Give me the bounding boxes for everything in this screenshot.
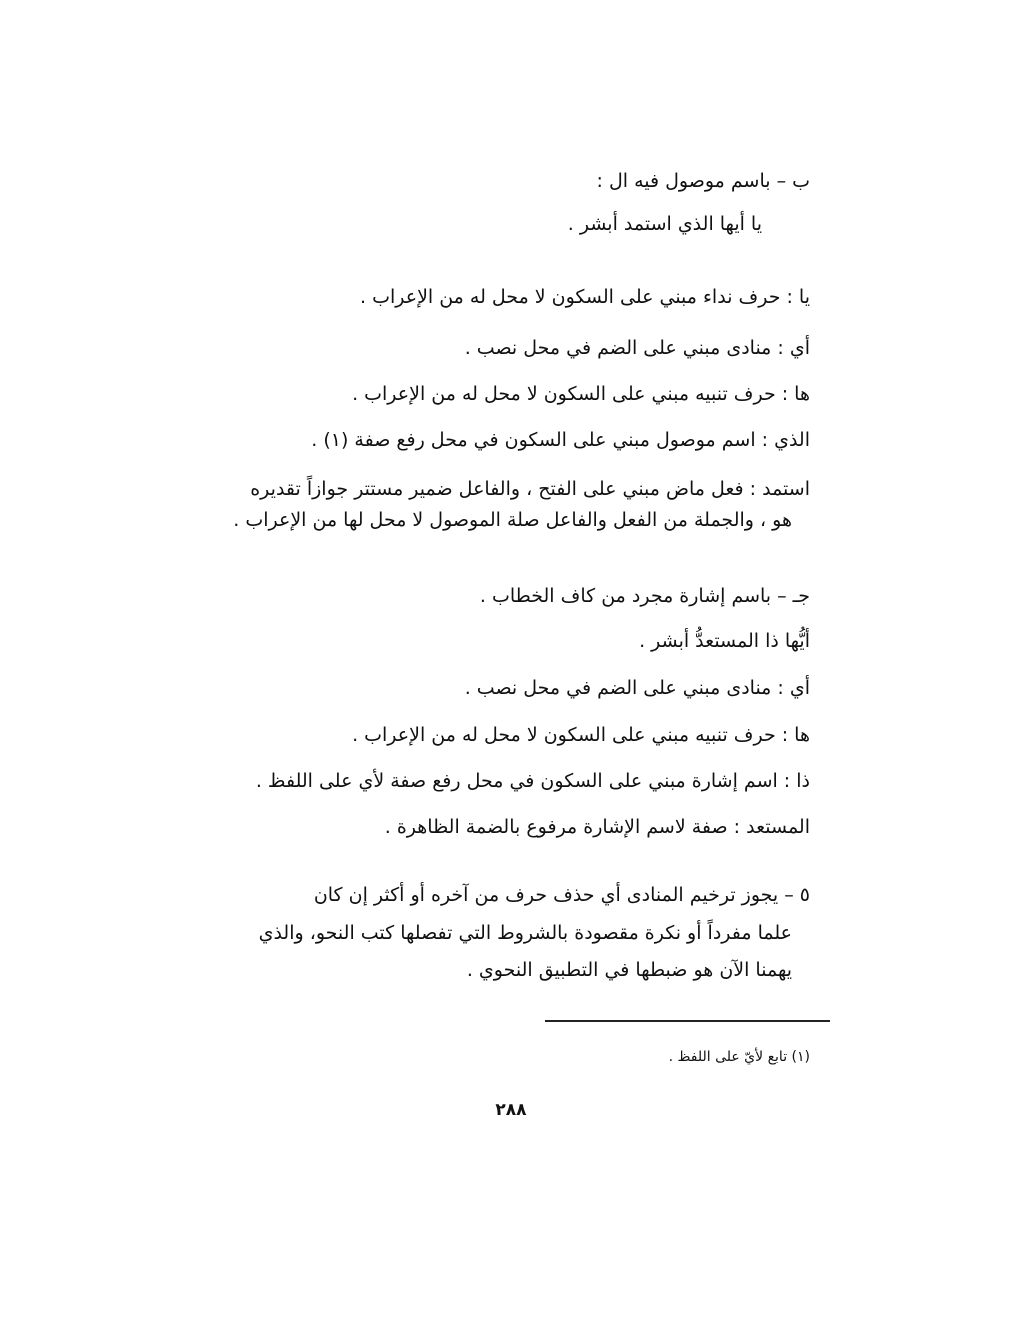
- analysis-line: ها : حرف تنبيه مبني على السكون لا محل له من الإعراب .: [352, 383, 810, 405]
- analysis-line: المستعد : صفة لاسم الإشارة مرفوع بالضمة الظاهرة .: [384, 816, 810, 838]
- analysis-line: يا : حرف نداء مبني على السكون لا محل له من الإعراب .: [360, 286, 810, 308]
- analysis-line: أي : منادى مبني على الضم في محل نصب .: [464, 677, 810, 699]
- section-c-heading: جـ – باسم إشارة مجرد من كاف الخطاب .: [479, 585, 810, 607]
- analysis-line: ذا : اسم إشارة مبني على السكون في محل رفع صفة لأي على اللفظ .: [255, 770, 810, 792]
- analysis-line: أي : منادى مبني على الضم في محل نصب .: [464, 337, 810, 359]
- analysis-line: ها : حرف تنبيه مبني على السكون لا محل له من الإعراب .: [352, 724, 810, 746]
- footnote-divider: [545, 1020, 830, 1022]
- section-b-heading: ب – باسم موصول فيه ال :: [596, 170, 810, 192]
- footnote: (١) تابع لأيّ على اللفظ .: [668, 1049, 810, 1065]
- section-c-example: أيُّها ذا المستعدُّ أبشر .: [639, 630, 810, 652]
- analysis-line: استمد : فعل ماض مبني على الفتح ، والفاعل ضمير مستتر جوازاً تقديره: [250, 478, 810, 500]
- paragraph-line: ٥ – يجوز ترخيم المنادى أي حذف حرف من آخره أو أكثر إن كان: [313, 884, 810, 906]
- page-number: ٢٨٨: [495, 1100, 527, 1120]
- paragraph-line: يهمنا الآن هو ضبطها في التطبيق النحوي .: [466, 959, 792, 981]
- analysis-line-continued: هو ، والجملة من الفعل والفاعل صلة الموصول لا محل لها من الإعراب .: [233, 509, 792, 531]
- paragraph-line: علما مفرداً أو نكرة مقصودة بالشروط التي تفصلها كتب النحو، والذي: [258, 922, 792, 944]
- analysis-line: الذي : اسم موصول مبني على السكون في محل رفع صفة (١) .: [311, 429, 810, 451]
- section-b-example: يا أيها الذي استمد أبشر .: [567, 213, 762, 235]
